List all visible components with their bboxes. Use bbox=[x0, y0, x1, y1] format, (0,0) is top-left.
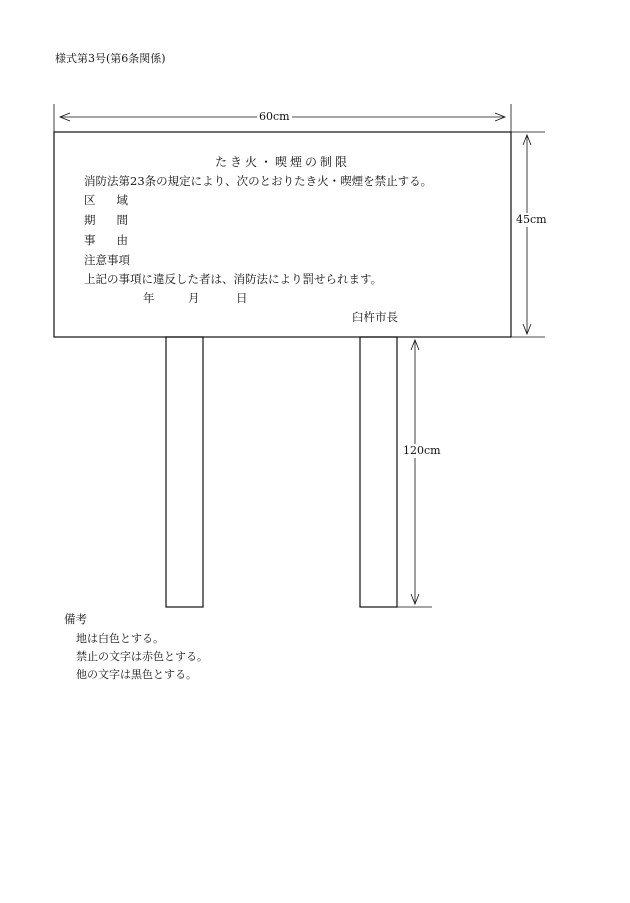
width-label: 60cm bbox=[259, 110, 290, 123]
remark-line-3: 他の文字は黒色とする。 bbox=[76, 668, 197, 681]
left-post bbox=[166, 337, 203, 607]
date-day: 日 bbox=[236, 291, 248, 305]
field-period bbox=[84, 213, 128, 227]
remark-line-1: 地は白色とする。 bbox=[76, 632, 164, 645]
right-post bbox=[360, 337, 397, 607]
field-period-char-2: 間 bbox=[116, 213, 128, 227]
warning-text: 上記の事項に違反した者は、消防法により罰せられます。 bbox=[84, 272, 383, 286]
remark-line-2: 禁止の文字は赤色とする。 bbox=[76, 650, 208, 663]
notes-label: 注意事項 bbox=[84, 253, 130, 267]
form-number-label: 様式第3号(第6条関係) bbox=[55, 52, 166, 65]
field-reason-char-1: 事 bbox=[84, 233, 96, 247]
field-area-char-2: 域 bbox=[116, 193, 128, 207]
sign-title: たき火・喫煙の制限 bbox=[214, 155, 350, 169]
field-area-char-1: 区 bbox=[84, 193, 96, 207]
date-month: 月 bbox=[188, 291, 200, 305]
post-height-label: 120cm bbox=[403, 444, 441, 457]
issuer: 臼杵市長 bbox=[352, 310, 398, 324]
field-reason-char-2: 由 bbox=[116, 233, 128, 247]
remarks-heading: 備考 bbox=[64, 612, 87, 626]
date-year: 年 bbox=[143, 291, 155, 305]
field-reason bbox=[84, 233, 128, 247]
field-period-char-1: 期 bbox=[84, 213, 96, 227]
height-label: 45cm bbox=[516, 213, 547, 226]
sign-intro: 消防法第23条の規定により、次のとおりたき火・喫煙を禁止する。 bbox=[84, 174, 433, 188]
field-area bbox=[84, 193, 128, 207]
